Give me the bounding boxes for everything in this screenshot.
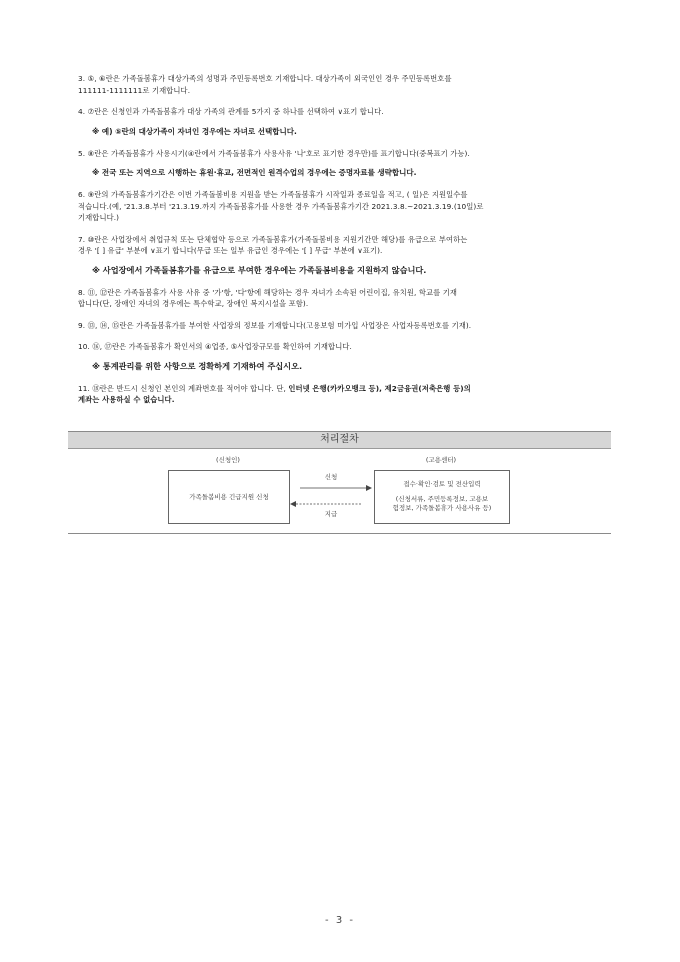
center-box [374,470,510,524]
note-item-5: ※ 전국 또는 지역으로 시행하는 휴원·휴교, 전면적인 원격수업의 경우에는 증명자료를 생략합니다. [92,168,417,177]
center-box-line: (신청서류, 주민등록정보, 고용보 [395,495,489,503]
apply-arrow-head [366,485,372,491]
employment-center-label: (고용센터) [425,456,457,464]
center-box-line: 접수·확인·검토 및 전산입력 [403,480,481,488]
list-item: 6. ⑨란의 가족돌봄휴가기간은 이번 가족돌봄비용 지원을 받는 가족돌봄휴가 시작일과 종료일을 적고, ( 일)은 지원일수를 적습니다.(예, '21.3.8.부터 '21.3.19.까지 가족돌봄휴가를 사용한 경우 가족돌봄휴가기간 2021.3.8.~2021.3.19.(10일)로 기재합니다.) [78,190,484,222]
list-item: 8. ⑪, ⑫란은 가족돌봄휴가 사용 사유 중 '가'항, '다'항에 해당하는 경우 자녀가 소속된 어린이집, 유치원, 학교를 기재 합니다(단, 장애인 자녀의 경우에는 특수학교, 장애인 복지시설을 포함). [78,287,458,308]
list-item: 9. ⑬, ⑭, ⑮란은 가족돌봄휴가를 부여한 사업장의 정보를 기재합니다(고용보험 미가입 사업장은 사업자등록번호를 기재). [78,320,472,330]
list-item: 11. ⑱란은 반드시 신청인 본인의 계좌번호를 적어야 합니다. 단, 인터넷 은행(카카오뱅크 등), 제2금융권(저축은행 등)의 계좌는 사용하실 수 없습니다. [78,383,471,404]
list-item: 4. ⑦란은 신청인과 가족돌봄휴가 대상 가족의 관계를 5가지 중 하나를 선택하여 ∨표기 합니다. [78,107,384,116]
process-diagram [68,448,611,534]
list-item: 3. ⑤, ⑥란은 가족돌봄휴가 대상가족의 성명과 주민등록번호 기재합니다. 대상가족이 외국인인 경우 주민등록번호를 111111-1111111로 기재합니다. [78,74,452,95]
instruction-list [78,73,610,416]
apply-label: 신청 [324,473,338,481]
applicant-label: (신청인) [216,456,240,464]
note-item-7: ※ 사업장에서 가족돌봄휴가를 유급으로 부여한 경우에는 가족돌봄비용을 지원하지 않습니다. [92,264,427,275]
note-item-10: ※ 통계관리를 위한 사항으로 정확하게 기재하여 주십시오. [92,360,303,371]
center-box-line: 험정보, 가족돌봄휴가 사용사유 등) [392,504,492,512]
payment-label: 지급 [324,510,338,518]
note-item-4: ※ 예) ⑤란의 대상가족이 자녀인 경우에는 자녀로 선택합니다. [92,126,297,136]
list-item: 10. ⑯, ⑰란은 가족돌봄휴가 확인서의 ④업종, ⑤사업장규모를 확인하여 기재합니다. [78,342,352,351]
list-item: 5. ⑧란은 가족돌봄휴가 사용시기(④란에서 가족돌봄휴가 사용사유 '나'호로 표기한 경우만)를 표기합니다(중복표기 가능). [78,148,470,158]
page-number: - 3 - [325,915,355,926]
list-item: 7. ⑩란은 사업장에서 취업규칙 또는 단체협약 등으로 가족돌봄휴가(가족돌봄비용 지원기간만 해당)를 유급으로 부여하는 경우 '[ ] 유급' 부분에 ∨표기 합니다(무급 또는 일부 유급인 경우에는 '[ ] 무급' 부분에 ∨표기). [78,234,468,255]
payment-arrow-head [290,501,296,507]
process-title: 처리절차 [68,431,611,449]
applicant-box: 가족돌봄비용 긴급지원 신청 [168,470,290,524]
flow-arrows [290,482,372,512]
